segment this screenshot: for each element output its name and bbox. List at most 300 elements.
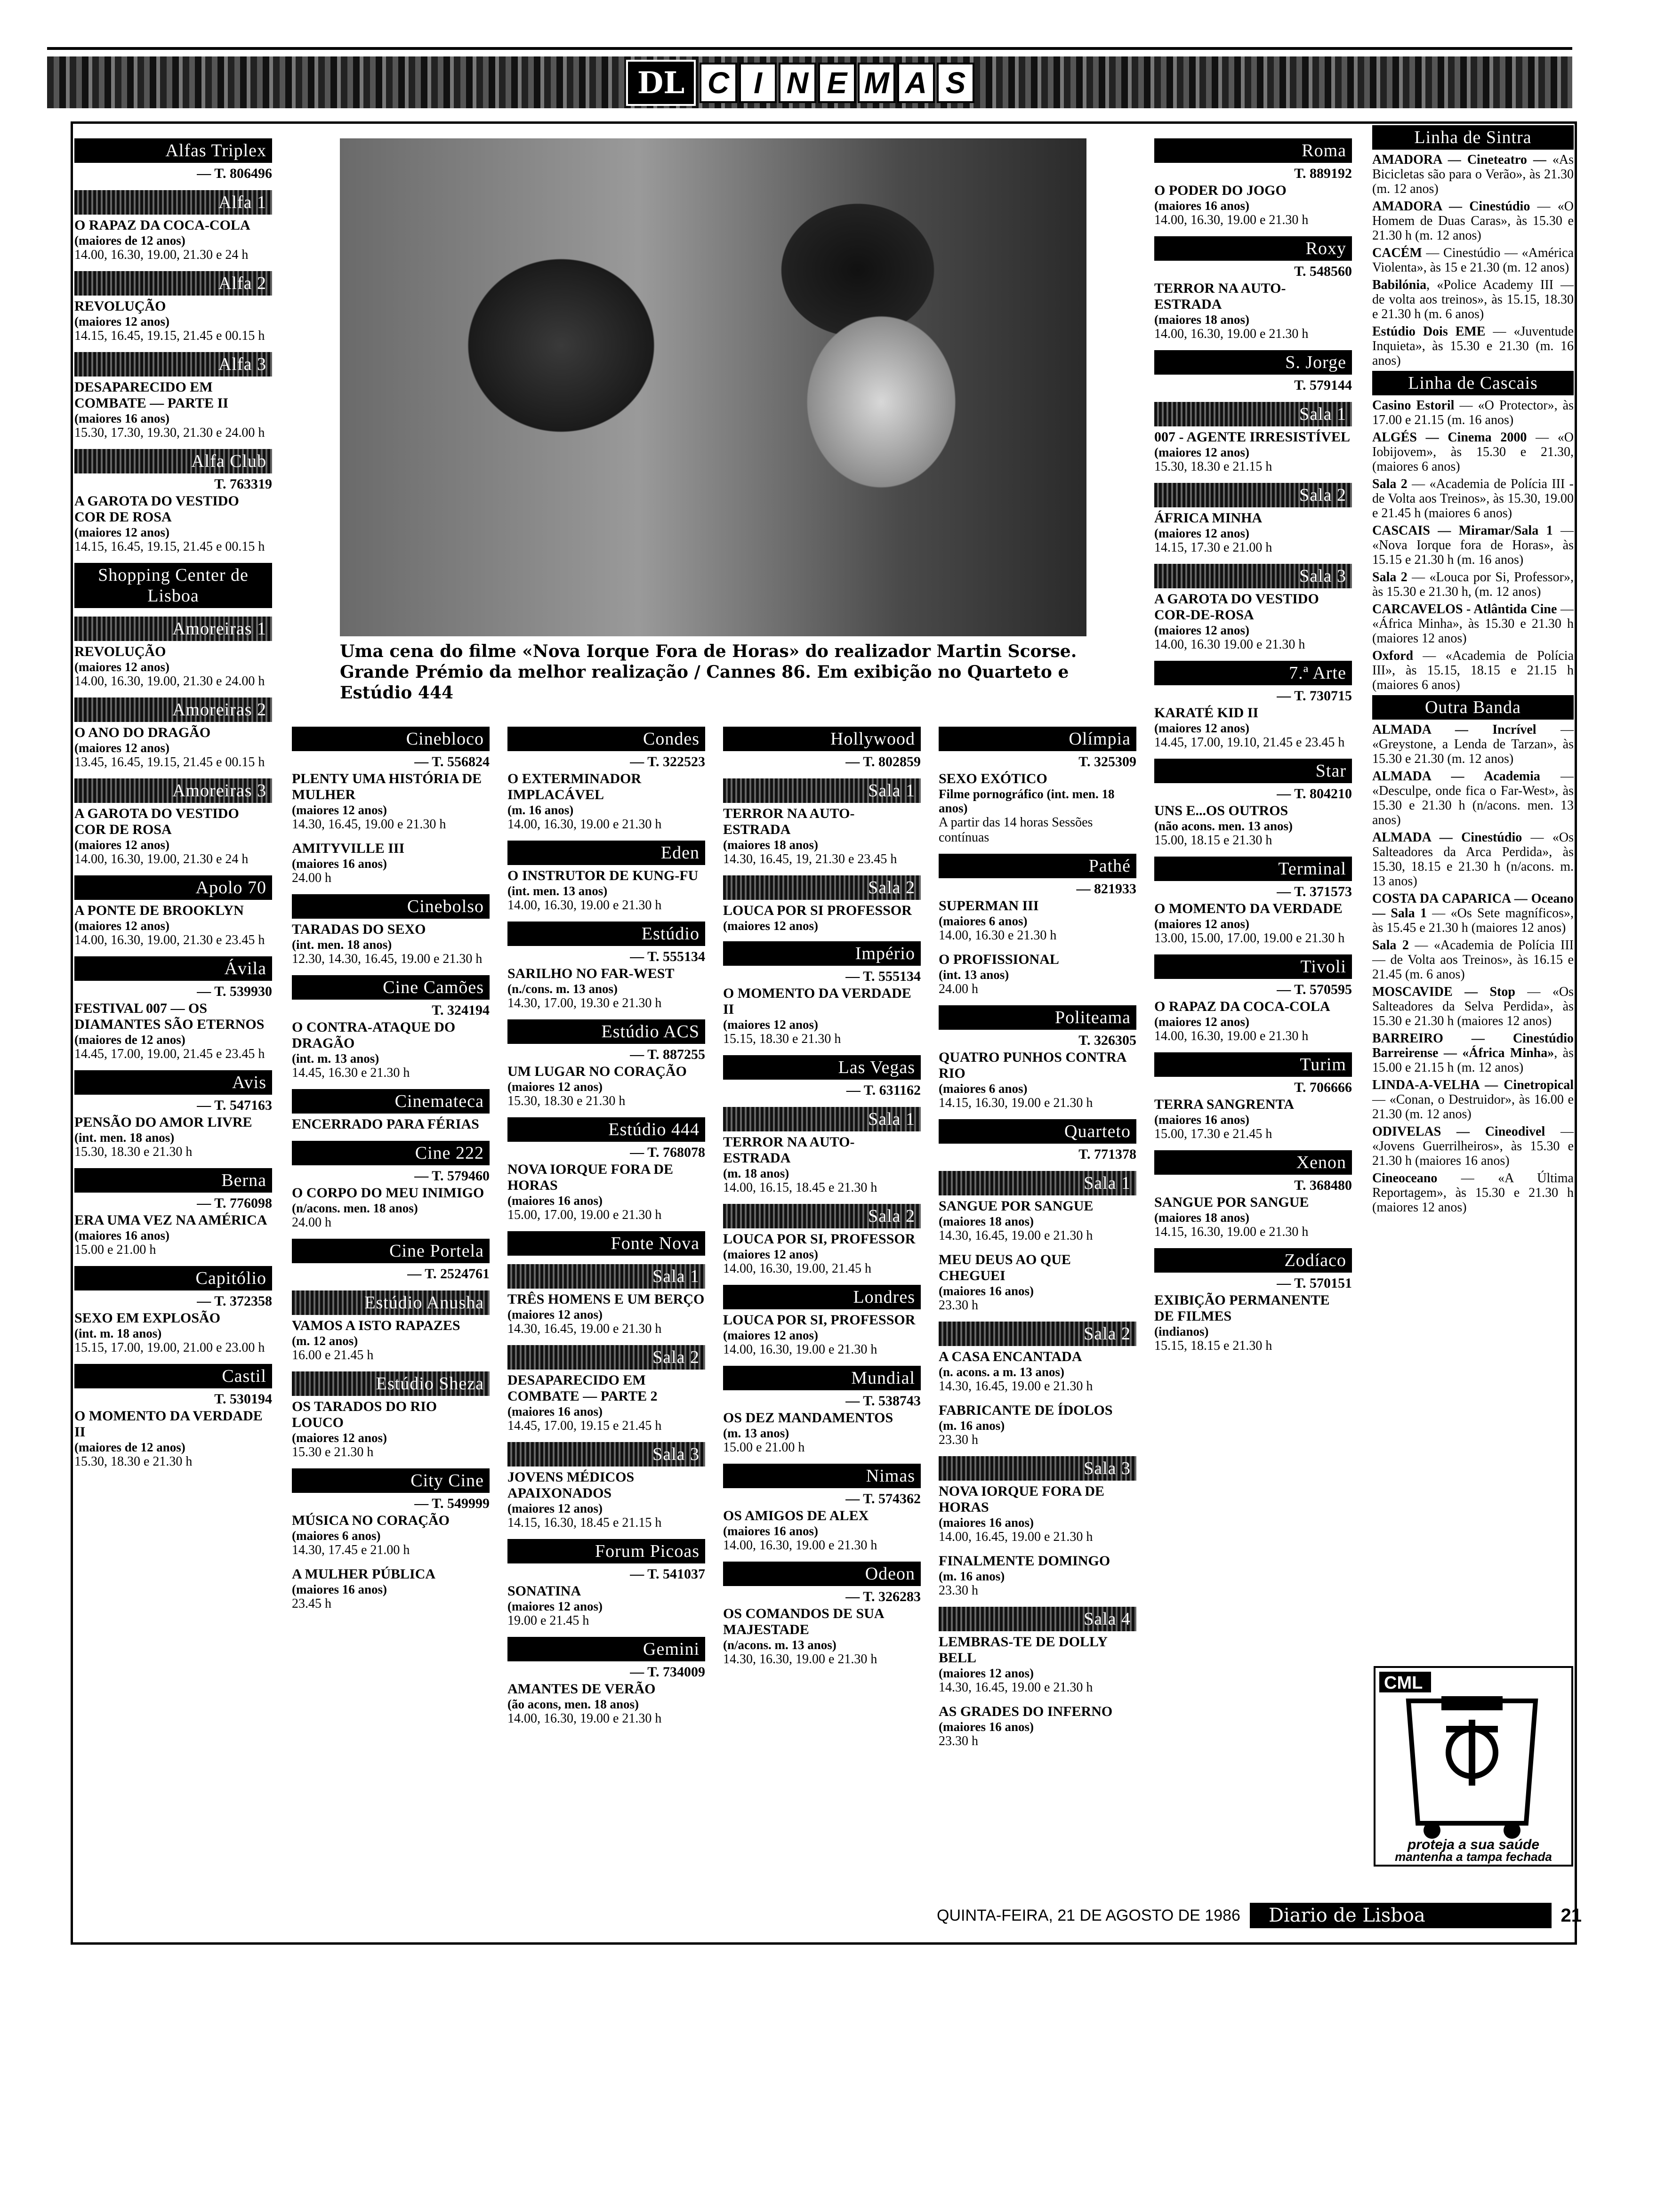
cinema-name: S. Jorge [1154, 350, 1352, 375]
session-times: 14.15, 17.30 e 21.00 h [1154, 540, 1272, 555]
cinema-name: Sala 3 [939, 1456, 1136, 1481]
film-title: DESAPARECIDO EM COMBATE — PARTE 2 [507, 1372, 658, 1404]
cinema-listing [723, 727, 921, 770]
top-rule [47, 47, 1572, 50]
film-title: TARADAS DO SEXO [292, 922, 426, 937]
age-rating: Filme pornográfico (int. men. 18 anos) [939, 787, 1115, 815]
session-times: 15.30, 17.30, 19.30, 21.30 e 24.00 h [74, 425, 265, 440]
session-times: A partir das 14 horas Sessões contínuas [939, 815, 1093, 845]
film-title: O CORPO DO MEU INIMIGO [292, 1185, 484, 1201]
phone-number: — T. 730715 [1277, 688, 1352, 704]
age-rating: (n/acons. men. 18 anos) [292, 1201, 418, 1215]
film-title: REVOLUÇÃO [74, 298, 166, 314]
regional-listing: Oxford — «Academia de Polícia III», às 15.15, 18.15 e 21.15 h (maiores 6 anos) [1372, 649, 1574, 692]
regional-listing: AMADORA — Cinestúdio — «O Homem de Duas Caras», às 15.30 e 21.30 h (m. 12 anos) [1372, 199, 1574, 243]
film-title: O RAPAZ DA COCA-COLA [1154, 999, 1330, 1014]
cinema-name: Avis [74, 1070, 272, 1095]
film-title: QUATRO PUNHOS CONTRA RIO [939, 1050, 1126, 1081]
film-title: O EXTERMINADOR IMPLACÁVEL [507, 771, 642, 802]
cinema-listing [723, 1107, 921, 1195]
session-times: 23.30 h [939, 1298, 978, 1313]
age-rating: (maiores 12 anos) [74, 660, 169, 674]
film-title: O MOMENTO DA VERDADE II [723, 986, 911, 1017]
cinema-name: Tivoli [1154, 954, 1352, 979]
session-times: 14.00, 16.30, 19.00 e 21.30 h [507, 1711, 662, 1726]
age-rating: (maiores 12 anos) [74, 741, 169, 755]
session-times: 14.00, 16.30, 19.00 e 21.30 h [723, 1538, 877, 1553]
film-title: PENSÃO DO AMOR LIVRE [74, 1114, 252, 1130]
column-7-regional [1372, 123, 1574, 1218]
age-rating: (maiores 18 anos) [1154, 1210, 1249, 1225]
cinema-listing [292, 1566, 490, 1611]
cinema-listing [507, 1442, 705, 1531]
cinema-listing [939, 1119, 1136, 1162]
session-times: 15.15, 18.30 e 21.30 h [723, 1032, 841, 1046]
film-title: TERRA SANGRENTA [1154, 1097, 1294, 1112]
cinema-listing [1154, 1150, 1352, 1240]
session-times: 14.00, 16.30 e 21.30 h [939, 928, 1057, 943]
film-title: NOVA IORQUE FORA DE HORAS [507, 1162, 674, 1193]
regional-listing: Sala 2 — «Academia de Polícia III — de Volta aos Treinos», às 16.15 e 21.45 (m. 6 anos) [1372, 938, 1574, 982]
cinema-name: Roma [1154, 138, 1352, 163]
age-rating: (maiores 12 anos) [74, 838, 169, 852]
age-rating: (maiores 12 anos) [292, 1431, 387, 1445]
cml-slogan-1: proteja a sua saúde [1407, 1837, 1540, 1852]
column-5 [939, 720, 1136, 1757]
cinema-listing [939, 1607, 1136, 1695]
phone-number: — T. 776098 [197, 1195, 272, 1211]
cinema-listing [723, 1464, 921, 1553]
cinema-listing [939, 1005, 1136, 1111]
cinema-name: Sala 3 [1154, 564, 1352, 588]
cinema-listing [292, 975, 490, 1081]
age-rating: (maiores 12 anos) [1154, 526, 1249, 540]
age-rating: (m. 16 anos) [939, 1569, 1005, 1583]
age-rating: (maiores 12 anos) [507, 1307, 603, 1322]
age-rating: (maiores 18 anos) [939, 1214, 1034, 1228]
region-header: Outra Banda [1372, 695, 1574, 720]
cinema-name: Roxy [1154, 236, 1352, 261]
cinema-name: Alfa 3 [74, 352, 272, 377]
session-times: 14.00, 16.30, 19.00 e 21.30 h [1154, 213, 1309, 227]
phone-number: — T. 802859 [845, 754, 921, 769]
cinema-listing [939, 1322, 1136, 1394]
session-times: 15.30, 18.30 e 21.30 h [74, 1454, 193, 1469]
age-rating: (maiores 16 anos) [292, 857, 387, 871]
film-title: A PONTE DE BROOKLYN [74, 903, 244, 918]
cinema-listing [74, 697, 272, 770]
cinema-name: Alfa 1 [74, 190, 272, 215]
regional-listing: CASCAIS — Miramar/Sala 1 — «Nova Iorque fora de Horas», às 15.15 e 21.30 h (m. 16 anos) [1372, 523, 1574, 567]
phone-number: T. 548560 [1294, 264, 1352, 279]
cinema-listing [74, 1168, 272, 1258]
age-rating: (m. 13 anos) [723, 1426, 789, 1440]
age-rating: (maiores 6 anos) [939, 914, 1028, 928]
film-title: LOUCA POR SI, PROFESSOR [723, 1312, 916, 1328]
session-times: 14.00, 16.30, 19.00 e 21.30 h [1154, 327, 1309, 341]
film-title: O CONTRA-ATAQUE DO DRAGÃO [292, 1019, 456, 1051]
cinema-listing [939, 1252, 1136, 1313]
film-title: NOVA IORQUE FORA DE HORAS [939, 1483, 1105, 1515]
film-title: ENCERRADO PARA FÉRIAS [292, 1116, 479, 1132]
cinema-name: Star [1154, 759, 1352, 783]
regional-listing: ALMADA — Incrível — «Greystone, a Lenda de Tarzan», às 15.30 e 21.30 (m. 12 anos) [1372, 722, 1574, 766]
column-1 [74, 132, 272, 1478]
cinema-listing [74, 875, 272, 948]
cml-slogan-2: mantenha a tampa fechada [1395, 1850, 1552, 1864]
film-title: TERROR NA AUTO-ESTRADA [1154, 281, 1286, 312]
age-rating: (int. m. 18 anos) [74, 1326, 162, 1340]
section-letter: M [858, 63, 895, 103]
cinema-name: Sala 4 [939, 1607, 1136, 1631]
regional-listing: ALGÉS — Cinema 2000 — «O Iobijovem», às 15.30 e 21.30, (maiores 6 anos) [1372, 430, 1574, 474]
regional-listing: Cineoceano — «A Última Reportagem», às 15.30 e 21.30 h (maiores 12 anos) [1372, 1171, 1574, 1215]
phone-number: — T. 547163 [197, 1098, 272, 1113]
session-times: 14.30, 16.45, 19.00 e 21.30 h [292, 817, 446, 832]
cinema-listing [1154, 402, 1352, 474]
regional-listing: Casino Estoril — «O Protector», às 17.00 e 21.15 (m. 16 anos) [1372, 398, 1574, 427]
cinema-listing [507, 1117, 705, 1223]
film-title: LOUCA POR SI PROFESSOR [723, 903, 912, 918]
cinema-name: Las Vegas [723, 1055, 921, 1080]
session-times: 13.45, 16.45, 19.15, 21.45 e 00.15 h [74, 755, 265, 769]
cinema-listing [723, 1204, 921, 1276]
film-title: ÁFRICA MINHA [1154, 510, 1263, 526]
regional-listing: BARREIRO — Cinestúdio Barreirense — «África Minha», às 15.00 e 21.15 h (m. 12 anos) [1372, 1031, 1574, 1075]
cinema-name: Sala 3 [507, 1442, 705, 1467]
film-title: OS AMIGOS DE ALEX [723, 1508, 869, 1523]
film-title: A GAROTA DO VESTIDO COR DE ROSA [74, 493, 239, 525]
age-rating: (maiores 12 anos) [723, 1328, 818, 1342]
cinema-listing [292, 894, 490, 967]
regional-listing: LINDA-A-VELHA — Cinetropical — «Conan, o Destruidor», às 16.00 e 21.30 (m. 12 anos) [1372, 1078, 1574, 1122]
cinema-listing [1154, 1248, 1352, 1354]
cinema-listing [74, 449, 272, 554]
column-4 [723, 720, 921, 1675]
cinema-name: Londres [723, 1285, 921, 1309]
cml-advertisement [1374, 1666, 1573, 1867]
cinema-listing [292, 727, 490, 832]
film-title: OS DEZ MANDAMENTOS [723, 1410, 893, 1426]
cinema-name: Alfas Triplex [74, 138, 272, 163]
cinema-name: Estúdio 444 [507, 1117, 705, 1142]
cinema-listing [507, 1637, 705, 1726]
session-times: 14.30, 16.45, 19.00 e 21.30 h [939, 1228, 1093, 1243]
cinema-name: Nimas [723, 1464, 921, 1488]
section-letter: S [937, 63, 974, 103]
age-rating: (maiores 12 anos) [1154, 623, 1249, 637]
cinema-name: Cine Camões [292, 975, 490, 1000]
film-title: SANGUE POR SANGUE [1154, 1194, 1309, 1210]
cinema-name: Terminal [1154, 857, 1352, 881]
phone-number: — T. 570151 [1277, 1275, 1352, 1291]
regional-listing: ALMADA — Cinestúdio — «Os Salteadores da Arca Perdida», às 15.30, 18.15 e 21.30 h (n/acons. m. 13 anos) [1372, 830, 1574, 889]
cinema-name: Sala 2 [723, 875, 921, 900]
cinema-listing [292, 1089, 490, 1132]
age-rating: (maiores 18 anos) [1154, 313, 1249, 327]
cinema-name: Sala 2 [723, 1204, 921, 1228]
film-title: DESAPARECIDO EM COMBATE — PARTE II [74, 379, 229, 411]
session-times: 15.30, 18.30 e 21.15 h [1154, 459, 1272, 474]
cinema-listing [507, 1539, 705, 1628]
cinema-name: Estúdio [507, 922, 705, 946]
session-times: 23.30 h [939, 1583, 978, 1598]
cinema-name: Cinemateca [292, 1089, 490, 1114]
cinema-name: Condes [507, 727, 705, 751]
film-title: AMANTES DE VERÃO [507, 1681, 656, 1697]
age-rating: (maiores 12 anos) [1154, 445, 1249, 459]
cml-logo: CML [1384, 1673, 1423, 1693]
session-times: 14.30, 17.00, 19.30 e 21.30 h [507, 996, 662, 1010]
session-times: 12.30, 14.30, 16.45, 19.00 e 21.30 h [292, 952, 483, 966]
regional-listing: ODIVELAS — Cineodivel — «Jovens Guerrilheiros», às 15.30 e 21.30 h (maiores 16 anos) [1372, 1124, 1574, 1168]
film-title: UNS E...OS OUTROS [1154, 803, 1288, 818]
phone-number: T. 368480 [1294, 1178, 1352, 1193]
regional-listing: AMADORA — Cineteatro — «As Bicicletas são para o Verão», às 21.30 (m. 12 anos) [1372, 152, 1574, 196]
session-times: 14.45, 17.00, 19.00, 21.45 e 23.45 h [74, 1047, 265, 1061]
session-times: 13.00, 15.00, 17.00, 19.00 e 21.30 h [1154, 931, 1345, 946]
film-title: ERA UMA VEZ NA AMÉRICA [74, 1212, 267, 1228]
session-times: 24.00 h [292, 871, 331, 885]
film-title: TRÊS HOMENS E UM BERÇO [507, 1291, 705, 1307]
session-times: 14.30, 16.45, 19, 21.30 e 23.45 h [723, 852, 897, 866]
film-title: O PROFISSIONAL [939, 952, 1059, 967]
section-letter: E [818, 63, 856, 103]
phone-number: — T. 570595 [1277, 982, 1352, 997]
cinema-name: Mundial [723, 1366, 921, 1390]
cinema-listing [74, 271, 272, 344]
phone-number: — 821933 [1076, 881, 1136, 897]
phone-number: — T. 322523 [630, 754, 705, 769]
film-title: EXIBIÇÃO PERMANENTE DE FILMES [1154, 1292, 1330, 1324]
film-title: A GAROTA DO VESTIDO COR DE ROSA [74, 806, 239, 837]
film-title: SARILHO NO FAR-WEST [507, 966, 675, 981]
cinema-listing [292, 1371, 490, 1460]
cinema-name: Amoreiras 3 [74, 778, 272, 803]
phone-number: — T. 555134 [845, 969, 921, 984]
film-title: FABRICANTE DE ÍDOLOS [939, 1403, 1113, 1418]
cinema-listing [723, 941, 921, 1047]
cinema-listing [74, 1266, 272, 1355]
age-rating: (maiores 16 anos) [723, 1524, 818, 1538]
cinema-listing [292, 1141, 490, 1230]
age-rating: (maiores 12 anos) [507, 1080, 603, 1094]
session-times: 14.00, 16.30, 19.00 e 21.30 h [507, 817, 662, 832]
cinema-listing [939, 1403, 1136, 1448]
film-title: TERROR NA AUTO-ESTRADA [723, 806, 855, 837]
film-title: PLENTY UMA HISTÓRIA DE MULHER [292, 771, 482, 802]
cinema-listing [507, 922, 705, 1011]
cinema-name: Estúdio Anusha [292, 1290, 490, 1315]
phone-number: — T. 806496 [197, 166, 272, 181]
phone-number: — T. 579460 [414, 1168, 490, 1184]
cinema-listing [74, 352, 272, 441]
cinema-listing [939, 1171, 1136, 1243]
film-title: AS GRADES DO INFERNO [939, 1704, 1113, 1719]
cinema-listing [723, 1562, 921, 1667]
phone-number: T. 771378 [1078, 1146, 1136, 1162]
phone-number: — T. 887255 [630, 1047, 705, 1062]
film-title: REVOLUÇÃO [74, 644, 166, 659]
session-times: 15.00, 17.30 e 21.45 h [1154, 1127, 1272, 1141]
session-times: 14.00, 16.30, 19.00, 21.30 e 24 h [74, 852, 249, 866]
age-rating: (maiores de 12 anos) [74, 233, 185, 248]
trash-bin-illustration [1375, 1668, 1571, 1865]
age-rating: (int. men. 13 anos) [507, 884, 608, 898]
age-rating: (n/acons. m. 13 anos) [723, 1638, 837, 1652]
photo-caption: Uma cena do filme «Nova Iorque Fora de Horas» do realizador Martin Scorse. Grande Prémio da melhor realização / Cannes 86. Em exibição no Quarteto e Estúdio 444 [340, 641, 1077, 703]
phone-number: T. 763319 [214, 476, 272, 492]
phone-number: T. 579144 [1294, 377, 1352, 393]
cinema-listing [1154, 483, 1352, 555]
regional-listing: COSTA DA CAPARICA — Oceano — Sala 1 — «Os Sete magníficos», às 15.45 e 21.30 h (maiores 12 anos) [1372, 891, 1574, 935]
session-times: 24.00 h [292, 1215, 331, 1230]
cinema-listing [1154, 564, 1352, 652]
session-times: 14.00, 16.30, 19.00, 21.45 h [723, 1261, 871, 1276]
dl-logo: DL [626, 60, 696, 106]
regional-listing: Sala 2 — «Louca por Si, Professor», às 15.30 e 21.30 h, (m. 12 anos) [1372, 570, 1574, 599]
phone-number: — T. 541037 [630, 1566, 705, 1582]
film-title: FESTIVAL 007 — OS DIAMANTES SÃO ETERNOS [74, 1001, 265, 1032]
age-rating: (maiores 12 anos) [507, 1501, 603, 1515]
cinema-name: Cinebolso [292, 894, 490, 919]
film-title: FINALMENTE DOMINGO [939, 1553, 1110, 1569]
phone-number: — T. 804210 [1277, 786, 1352, 801]
session-times: 14.30, 16.45, 19.00 e 21.30 h [507, 1322, 662, 1336]
age-rating: (ão acons, men. 18 anos) [507, 1697, 639, 1711]
age-rating: (maiores 16 anos) [74, 411, 169, 425]
cinema-listing [507, 727, 705, 832]
age-rating: (m. 16 anos) [939, 1419, 1005, 1433]
cinema-listing [723, 875, 921, 933]
age-rating: (int. 13 anos) [939, 968, 1009, 982]
cinema-name: Castil [74, 1364, 272, 1388]
film-title: 007 - AGENTE IRRESISTÍVEL [1154, 429, 1350, 445]
session-times: 14.45, 17.00, 19.10, 21.45 e 23.45 h [1154, 735, 1345, 750]
age-rating: (maiores 6 anos) [939, 1082, 1028, 1096]
phone-number: T. 324194 [432, 1002, 490, 1018]
cinema-name: Estúdio Sheza [292, 1371, 490, 1396]
cinema-name: Sala 2 [939, 1322, 1136, 1346]
phone-number: — T. 555134 [630, 949, 705, 964]
regional-listing: Babilónia, «Police Academy III — de volta aos treinos», às 15.15, 18.30 e 21.30 h (m. 6 anos) [1372, 278, 1574, 321]
session-times: 14.00, 16.30, 19.00, 21.30 e 24 h [74, 248, 249, 262]
session-times: 14.15, 16.45, 19.15, 21.45 e 00.15 h [74, 329, 265, 343]
cinema-listing [939, 854, 1136, 943]
cinema-listing [723, 1285, 921, 1357]
cinema-name: Sala 1 [1154, 402, 1352, 426]
session-times: 19.00 e 21.45 h [507, 1613, 589, 1628]
session-times: 23.45 h [292, 1596, 331, 1611]
age-rating: (maiores 16 anos) [292, 1582, 387, 1596]
session-times: 14.30, 16.45, 19.00 e 21.30 h [939, 1379, 1093, 1394]
age-rating: (m. 18 anos) [723, 1166, 789, 1180]
phone-number: — T. 371573 [1277, 884, 1352, 899]
session-times: 15.30 e 21.30 h [292, 1445, 374, 1459]
film-title: O RAPAZ DA COCA-COLA [74, 217, 250, 233]
phone-number: — T. 631162 [846, 1082, 921, 1098]
film-title: LEMBRAS-TE DE DOLLY BELL [939, 1634, 1107, 1666]
age-rating: (maiores 16 anos) [74, 1228, 169, 1242]
film-still-photo [340, 138, 1086, 636]
regional-listing: CARCAVELOS - Atlântida Cine — «África Minha», às 15.30 e 21.30 h (maiores 12 anos) [1372, 602, 1574, 646]
age-rating: (indianos) [1154, 1324, 1209, 1338]
cinema-listing [723, 1055, 921, 1098]
cinema-listing [292, 841, 490, 886]
column-6 [1154, 132, 1352, 1362]
phone-number: — T. 2524761 [407, 1266, 490, 1282]
cinema-name: Sala 2 [507, 1345, 705, 1370]
phone-number: T. 889192 [1294, 166, 1352, 181]
cinema-name: Hollywood [723, 727, 921, 751]
cinema-listing [74, 956, 272, 1062]
cinema-listing [507, 841, 705, 913]
column-3 [507, 720, 705, 1735]
session-times: 15.15, 17.00, 19.00, 21.00 e 23.00 h [74, 1340, 265, 1355]
age-rating: (maiores 12 anos) [723, 919, 818, 933]
footer-date: QUINTA-FEIRA, 21 DE AGOSTO DE 1986 [937, 1906, 1240, 1924]
cinema-name: Politeama [939, 1005, 1136, 1030]
cinema-name: Zodíaco [1154, 1248, 1352, 1273]
session-times: 15.30, 18.30 e 21.30 h [507, 1094, 626, 1108]
age-rating: (int. men. 18 anos) [292, 938, 392, 952]
cinema-listing [939, 1553, 1136, 1598]
regional-listing: MOSCAVIDE — Stop — «Os Salteadores da Selva Perdida», às 15.30 e 21.30 h (maiores 12 anos) [1372, 985, 1574, 1028]
cinema-listing [292, 1468, 490, 1558]
phone-number: — T. 734009 [630, 1664, 705, 1680]
age-rating: (maiores 16 anos) [939, 1720, 1034, 1734]
session-times: 14.00, 16.30, 19.00 e 21.30 h [723, 1342, 877, 1357]
cinema-listing [1154, 661, 1352, 750]
age-rating: (n./cons. m. 13 anos) [507, 982, 618, 996]
age-rating: (maiores 6 anos) [292, 1529, 381, 1543]
section-title-cinemas [700, 63, 974, 103]
age-rating: (maiores 12 anos) [292, 803, 387, 817]
cinema-listing [292, 1239, 490, 1282]
film-title: SEXO EM EXPLOSÃO [74, 1310, 221, 1326]
film-title: UM LUGAR NO CORAÇÃO [507, 1064, 687, 1079]
age-rating: (maiores 12 anos) [723, 1018, 818, 1032]
session-times: 14.45, 17.00, 19.15 e 21.45 h [507, 1419, 662, 1433]
regional-listing: ALMADA — Academia — «Desculpe, onde fica o Far-West», às 15.30 e 21.30 h (n/acons. men. 13 anos) [1372, 769, 1574, 827]
cinema-name: Ávila [74, 956, 272, 981]
session-times: 14.30, 16.30, 19.00 e 21.30 h [723, 1652, 877, 1667]
cinema-name: Sala 1 [723, 1107, 921, 1131]
cinema-listing [723, 778, 921, 867]
film-title: KARATÉ KID II [1154, 705, 1259, 721]
cinema-listing [723, 1366, 921, 1455]
phone-number: T. 325309 [1078, 754, 1136, 769]
film-title: O PODER DO JOGO [1154, 183, 1287, 198]
film-title: A CASA ENCANTADA [939, 1349, 1082, 1364]
cinema-name: Cinebloco [292, 727, 490, 751]
age-rating: (maiores 16 anos) [507, 1194, 603, 1208]
cinema-listing [74, 1364, 272, 1469]
cinema-listing [507, 1345, 705, 1434]
cinema-listing [74, 563, 272, 608]
session-times: 14.15, 16.30, 19.00 e 21.30 h [939, 1096, 1093, 1110]
cinema-name: Olímpia [939, 727, 1136, 751]
cinema-listing [1154, 138, 1352, 228]
page-footer [937, 1901, 1582, 1930]
section-masthead [626, 60, 1050, 105]
film-title: O MOMENTO DA VERDADE [1154, 901, 1343, 916]
cinema-listing [1154, 954, 1352, 1044]
film-title: VAMOS A ISTO RAPAZES [292, 1318, 460, 1333]
session-times: 14.30, 16.45, 19.00 e 21.30 h [939, 1680, 1093, 1695]
cinema-listing [1154, 1052, 1352, 1142]
cinema-listing [939, 727, 1136, 845]
